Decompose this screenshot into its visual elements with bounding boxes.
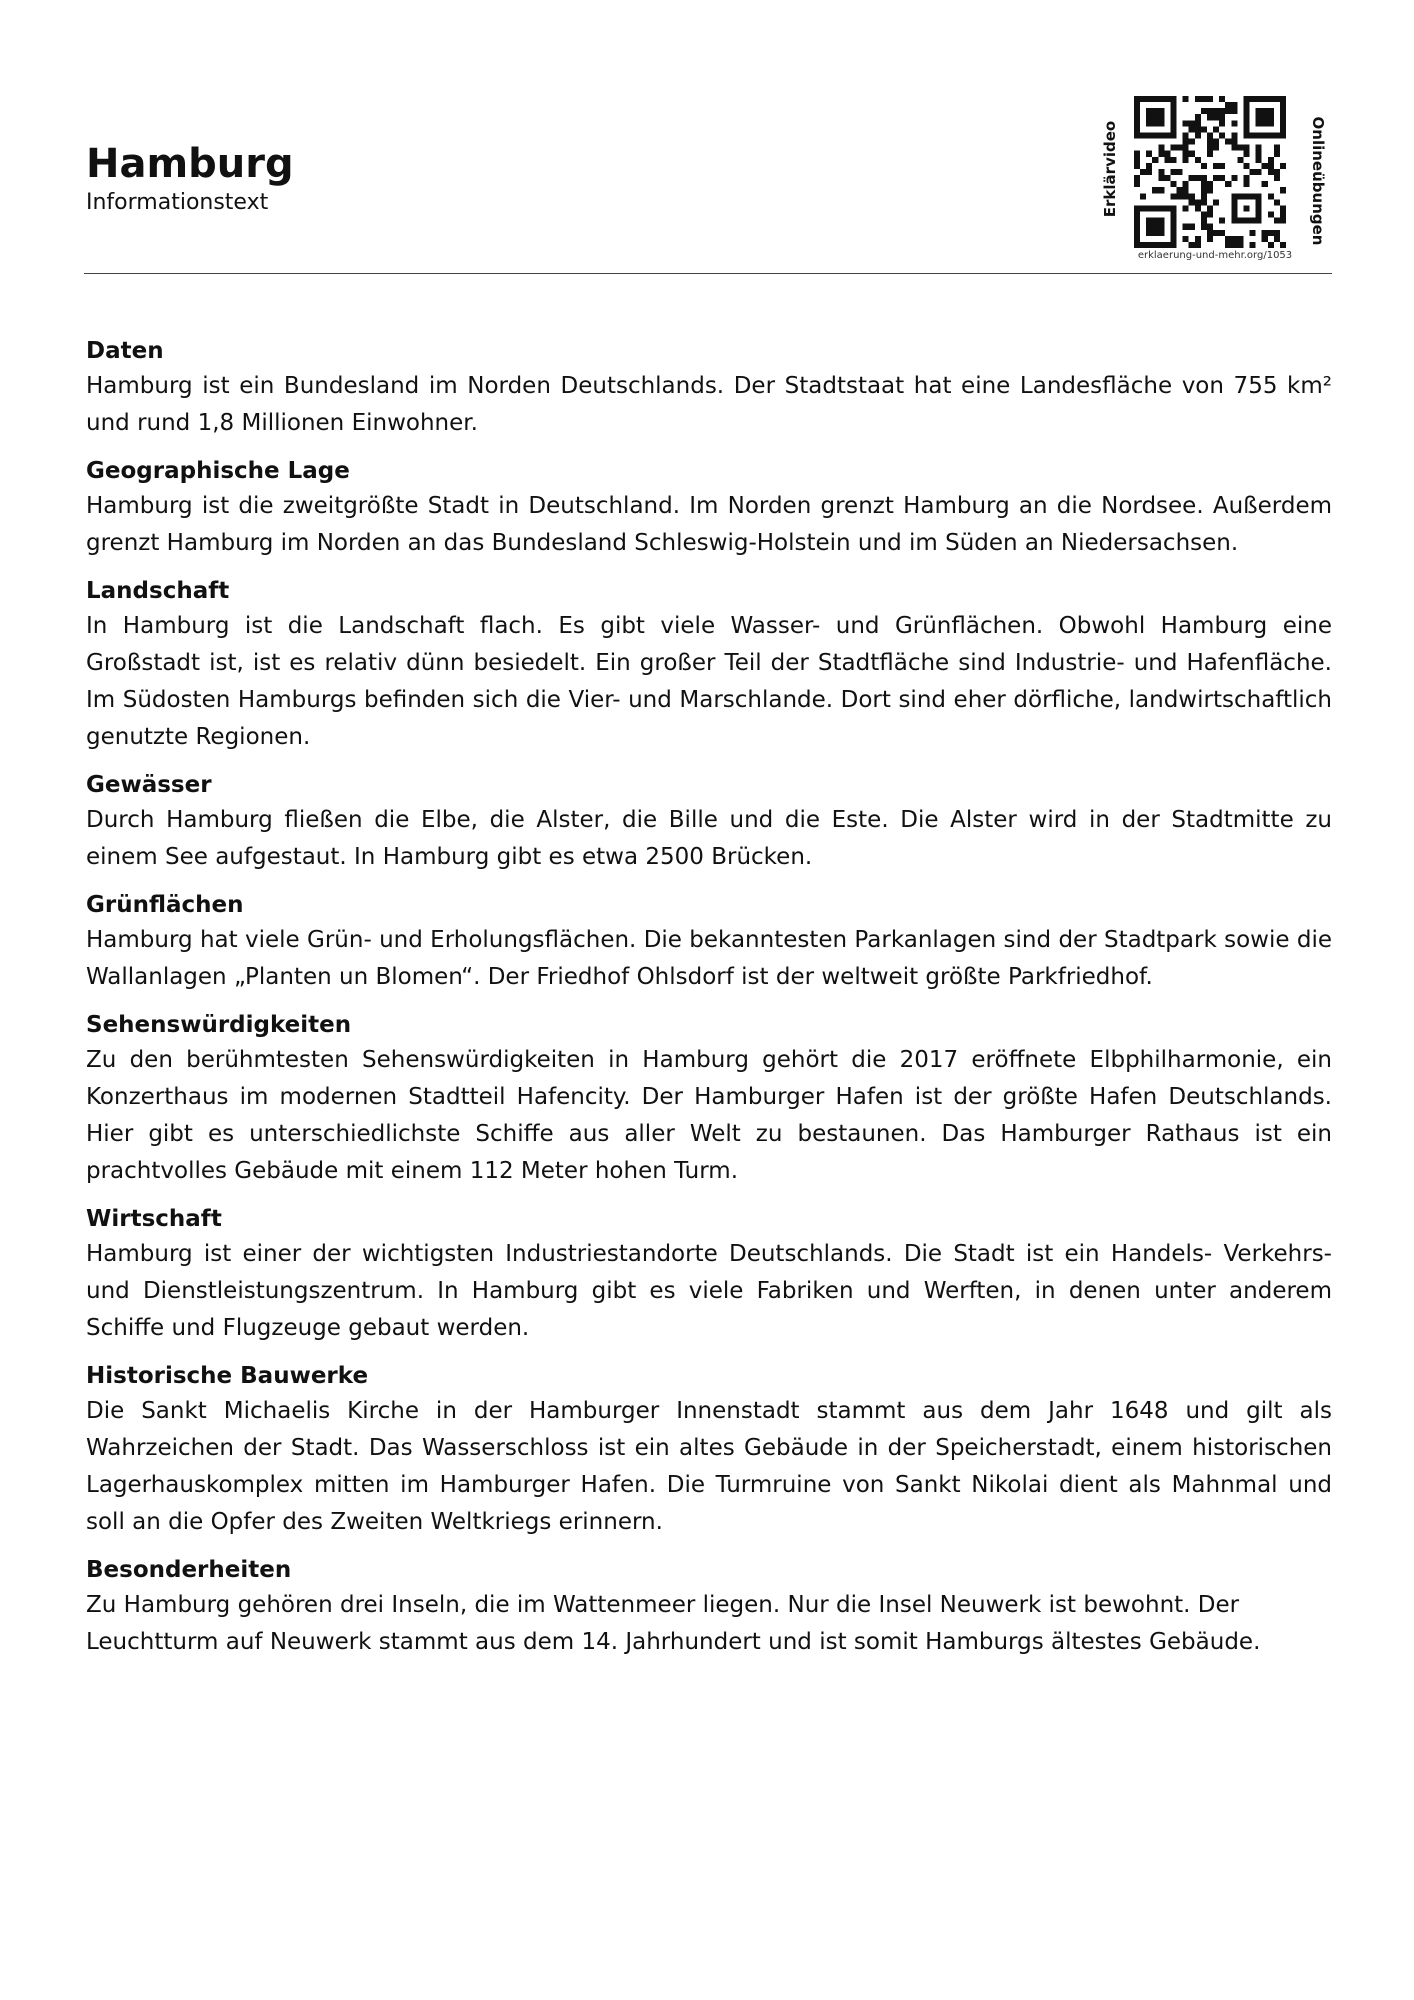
section-heading: Historische Bauwerke bbox=[86, 1363, 369, 1389]
section-text: Zu den berühmtesten Sehenswürdigkeiten in Hamburg gehört die 2017 eröffnete Elbphilharmonie, ein Konzerthaus im modernen Stadtteil Hafencity. Der Hamburger Hafen ist der größte Hafen Deutschlands. Hier gibt es unterschiedlichste Schiffe aus aller Welt zu bestaunen. Das Hamburger Rathaus ist ein prachtvolles Gebäude mit einem 112 Meter hohen Turm. bbox=[86, 1047, 1332, 1184]
section-text: Durch Hamburg fließen die Elbe, die Alster, die Bille und die Este. Die Alster wird in der Stadtmitte zu einem See aufgestaut. In Hamburg gibt es etwa 2500 Brücken. bbox=[86, 807, 1332, 870]
section-text: Die Sankt Michaelis Kirche in der Hamburger Innenstadt stammt aus dem Jahr 1648 und gilt als Wahrzeichen der Stadt. Das Wasserschloss ist ein altes Gebäude in der Speicherstadt, einem historischen Lagerhauskomplex mitten im Hamburger Hafen. Die Turmruine von Sankt Nikolai dient als Mahnmal und soll an die Opfer des Zweiten Weltkriegs erinnern. bbox=[86, 1398, 1332, 1535]
qr-right-label: Onlineübungen bbox=[1309, 116, 1327, 246]
section-heading: Besonderheiten bbox=[86, 1557, 292, 1583]
section-heading: Landschaft bbox=[86, 578, 230, 604]
page-subtitle: Informationstext bbox=[86, 190, 269, 215]
section-heading: Daten bbox=[86, 338, 164, 364]
qr-left-label-box bbox=[1090, 96, 1130, 241]
section-heading: Gewässer bbox=[86, 772, 212, 798]
section-daten bbox=[86, 334, 1332, 442]
section-historische-bauwerke bbox=[86, 1359, 1332, 1541]
document-header bbox=[86, 140, 294, 218]
section-heading: Sehenswürdigkeiten bbox=[86, 1012, 352, 1038]
qr-code-icon[interactable] bbox=[1134, 96, 1286, 248]
qr-url[interactable]: erklaerung-und-mehr.org/1053 bbox=[1137, 250, 1293, 261]
document-body bbox=[86, 334, 1332, 1673]
section-gruenflaechen bbox=[86, 888, 1332, 996]
section-wirtschaft bbox=[86, 1202, 1332, 1347]
section-text: Hamburg ist einer der wichtigsten Industriestandorte Deutschlands. Die Stadt ist ein Handels- Verkehrs- und Dienstleistungszentrum. In Hamburg gibt es viele Fabriken und Werften, in denen unter anderem Schiffe und Flugzeuge gebaut werden. bbox=[86, 1241, 1332, 1341]
section-heading: Geographische Lage bbox=[86, 458, 350, 484]
section-text: Zu Hamburg gehören drei Inseln, die im Wattenmeer liegen. Nur die Insel Neuwerk ist bewohnt. Der Leuchtturm auf Neuwerk stammt aus dem 14. Jahrhundert und ist somit Hamburgs ältestes Gebäude. bbox=[86, 1592, 1261, 1655]
section-sehenswuerdigkeiten bbox=[86, 1008, 1332, 1190]
section-gewaesser bbox=[86, 768, 1332, 876]
section-heading: Wirtschaft bbox=[86, 1206, 222, 1232]
section-landschaft bbox=[86, 574, 1332, 756]
page-title: Hamburg bbox=[86, 141, 294, 187]
qr-left-label: Erklärvideo bbox=[1101, 120, 1119, 217]
qr-right-label-box bbox=[1298, 96, 1338, 266]
section-besonderheiten bbox=[86, 1553, 1332, 1661]
section-text: Hamburg ist ein Bundesland im Norden Deutschlands. Der Stadtstaat hat eine Landesfläche von 755 km² und rund 1,8 Millionen Einwohner. bbox=[86, 373, 1332, 436]
section-text: Hamburg ist die zweitgrößte Stadt in Deutschland. Im Norden grenzt Hamburg an die Nordsee. Außerdem grenzt Hamburg im Norden an das Bundesland Schleswig-Holstein und im Süden an Niedersachsen. bbox=[86, 493, 1332, 556]
section-geographische-lage bbox=[86, 454, 1332, 562]
header-divider bbox=[84, 273, 1332, 274]
section-text: Hamburg hat viele Grün- und Erholungsflächen. Die bekanntesten Parkanlagen sind der Stadtpark sowie die Wallanlagen „Planten un Blomen“. Der Friedhof Ohlsdorf ist der weltweit größte Parkfriedhof. bbox=[86, 927, 1332, 990]
section-text: In Hamburg ist die Landschaft flach. Es gibt viele Wasser- und Grünflächen. Obwohl Hamburg eine Großstadt ist, ist es relativ dünn besiedelt. Ein großer Teil der Stadtfläche sind Industrie- und Hafenfläche. Im Südosten Hamburgs befinden sich die Vier- und Marschlande. Dort sind eher dörfliche, landwirtschaftlich genutzte Regionen. bbox=[86, 613, 1332, 750]
qr-block bbox=[1090, 96, 1335, 266]
section-heading: Grünflächen bbox=[86, 892, 244, 918]
